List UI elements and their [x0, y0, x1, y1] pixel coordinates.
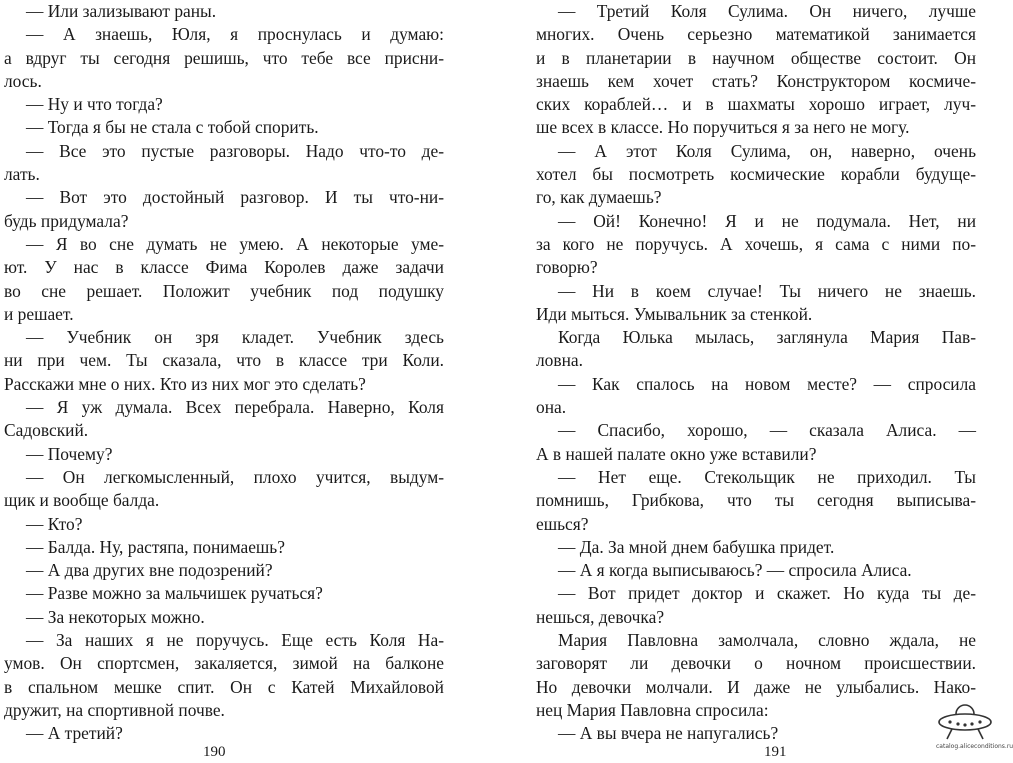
text-line: — Балда. Ну, растяпа, понимаешь? [26, 536, 285, 557]
text-line: лось. [4, 70, 42, 91]
watermark-logo [936, 697, 1013, 759]
text-line: она. [536, 397, 567, 418]
text-line: ше всех в классе. Но поручиться я за него не могу. [536, 117, 910, 138]
text-line: — Как спалось на новом месте? — спросила [558, 373, 976, 394]
text-line: — Нет еще. Стекольщик не приходил. Ты [558, 466, 976, 487]
watermark-text: catalog.aliceconditions.ru [936, 743, 1013, 750]
text-line: — Он легкомысленный, плохо учится, выдум- [26, 466, 444, 487]
text-line: — Кто? [26, 513, 83, 534]
text-line: — Я уж думала. Всех перебрала. Наверно, Коля [26, 397, 444, 418]
text-line: ешься? [536, 513, 589, 534]
text-line: — А я когда выписываюсь? — спросила Алиса. [558, 560, 912, 581]
text-line: в спальном мешке спит. Он с Катей Михайловой [4, 676, 444, 697]
text-line: во сне решает. Положит учебник под подушку [4, 280, 444, 301]
text-line: Иди мыться. Умывальник за стенкой. [536, 303, 813, 324]
text-line: знаешь кем хочет стать? Конструктором космиче- [536, 70, 976, 91]
text-line: будь придумала? [4, 210, 129, 231]
text-line: — Вот это достойный разговор. И ты что-ни- [26, 187, 444, 208]
text-line: — Разве можно за мальчишек ручаться? [26, 583, 323, 604]
text-line: ских кораблей… и в шахматы хорошо играет, луч- [536, 94, 976, 115]
text-line: — А вы вчера не напугались? [558, 723, 779, 744]
text-line: ловна. [536, 350, 583, 371]
text-line: — Да. За мной днем бабушка придет. [558, 536, 835, 557]
text-line: — А третий? [26, 723, 123, 744]
text-line: за кого не поручусь. А хочешь, я сама с ними по- [536, 233, 976, 254]
text-line: — Ни в коем случае! Ты ничего не знаешь. [558, 280, 976, 301]
ufo-icon [936, 697, 994, 743]
text-line: Расскажи мне о них. Кто из них мог это сделать? [4, 373, 366, 394]
text-line: дружит, на спортивной почве. [4, 699, 225, 720]
text-line: ни при чем. Ты сказала, что в классе три Коли. [4, 350, 444, 371]
left-page-text [4, 0, 444, 746]
text-line: Садовский. [4, 420, 89, 441]
text-line: — Я во сне думать не умею. А некоторые уме- [26, 233, 444, 254]
right-page-number: 191 [764, 744, 787, 760]
text-line: ют. У нас в классе Фима Королев даже задачи [4, 257, 444, 278]
right-page [536, 0, 1013, 763]
text-line: — Или зализывают раны. [26, 1, 217, 21]
text-line: — За наших я не поручусь. Еще есть Коля На- [26, 630, 444, 651]
left-page [4, 0, 464, 763]
text-line: помнишь, Грибкова, что ты сегодня выписыва- [536, 490, 976, 511]
text-line: умов. Он спортсмен, закаляется, зимой на балконе [4, 653, 444, 674]
text-line: хотел бы посмотреть космические корабли будуще- [536, 164, 976, 185]
text-line: говорю? [536, 257, 598, 278]
text-line: — Тогда я бы не стала с тобой спорить. [26, 117, 319, 138]
text-line: — Учебник он зря кладет. Учебник здесь [26, 327, 444, 348]
text-line: — За некоторых можно. [26, 606, 205, 627]
text-line: щик и вообще балда. [4, 490, 160, 511]
text-line: А в нашей палате окно уже вставили? [536, 443, 817, 464]
text-line: и в планетарии в научном обществе состоит. Он [536, 47, 976, 68]
text-line: — А два других вне подозрений? [26, 560, 273, 581]
text-line: нешься, девочка? [536, 606, 665, 627]
text-line: — Вот придет доктор и скажет. Но куда ты де- [558, 583, 976, 604]
left-page-number: 190 [203, 744, 226, 760]
text-line: — Третий Коля Сулима. Он ничего, лучше [558, 1, 976, 21]
text-line: лать. [4, 164, 40, 185]
text-line: го, как думаешь? [536, 187, 662, 208]
text-line: — Ой! Конечно! Я и не подумала. Нет, ни [558, 210, 976, 231]
text-line: а вдруг ты сегодня решишь, что тебе все присни- [4, 47, 444, 68]
text-line: многих. Очень серьезно математикой занимается [536, 24, 976, 45]
text-line: Но девочки молчали. И даже не улыбались. Нако- [536, 676, 976, 697]
text-line: — А этот Коля Сулима, он, наверно, очень [558, 140, 976, 161]
text-line: — А знаешь, Юля, я проснулась и думаю: [26, 24, 444, 45]
text-line: — Почему? [26, 443, 113, 464]
text-line: и решает. [4, 303, 74, 324]
text-line: нец Мария Павловна спросила: [536, 699, 769, 720]
text-line: заговорят ли девочки о ночном происшествии. [536, 653, 976, 674]
text-line: — Спасибо, хорошо, — сказала Алиса. — [558, 420, 976, 441]
right-page-text [536, 0, 976, 746]
text-line: Мария Павловна замолчала, словно ждала, не [558, 630, 976, 651]
text-line: — Ну и что тогда? [26, 94, 163, 115]
text-line: — Все это пустые разговоры. Надо что-то де- [26, 140, 444, 161]
text-line: Когда Юлька мылась, заглянула Мария Пав- [558, 327, 976, 348]
